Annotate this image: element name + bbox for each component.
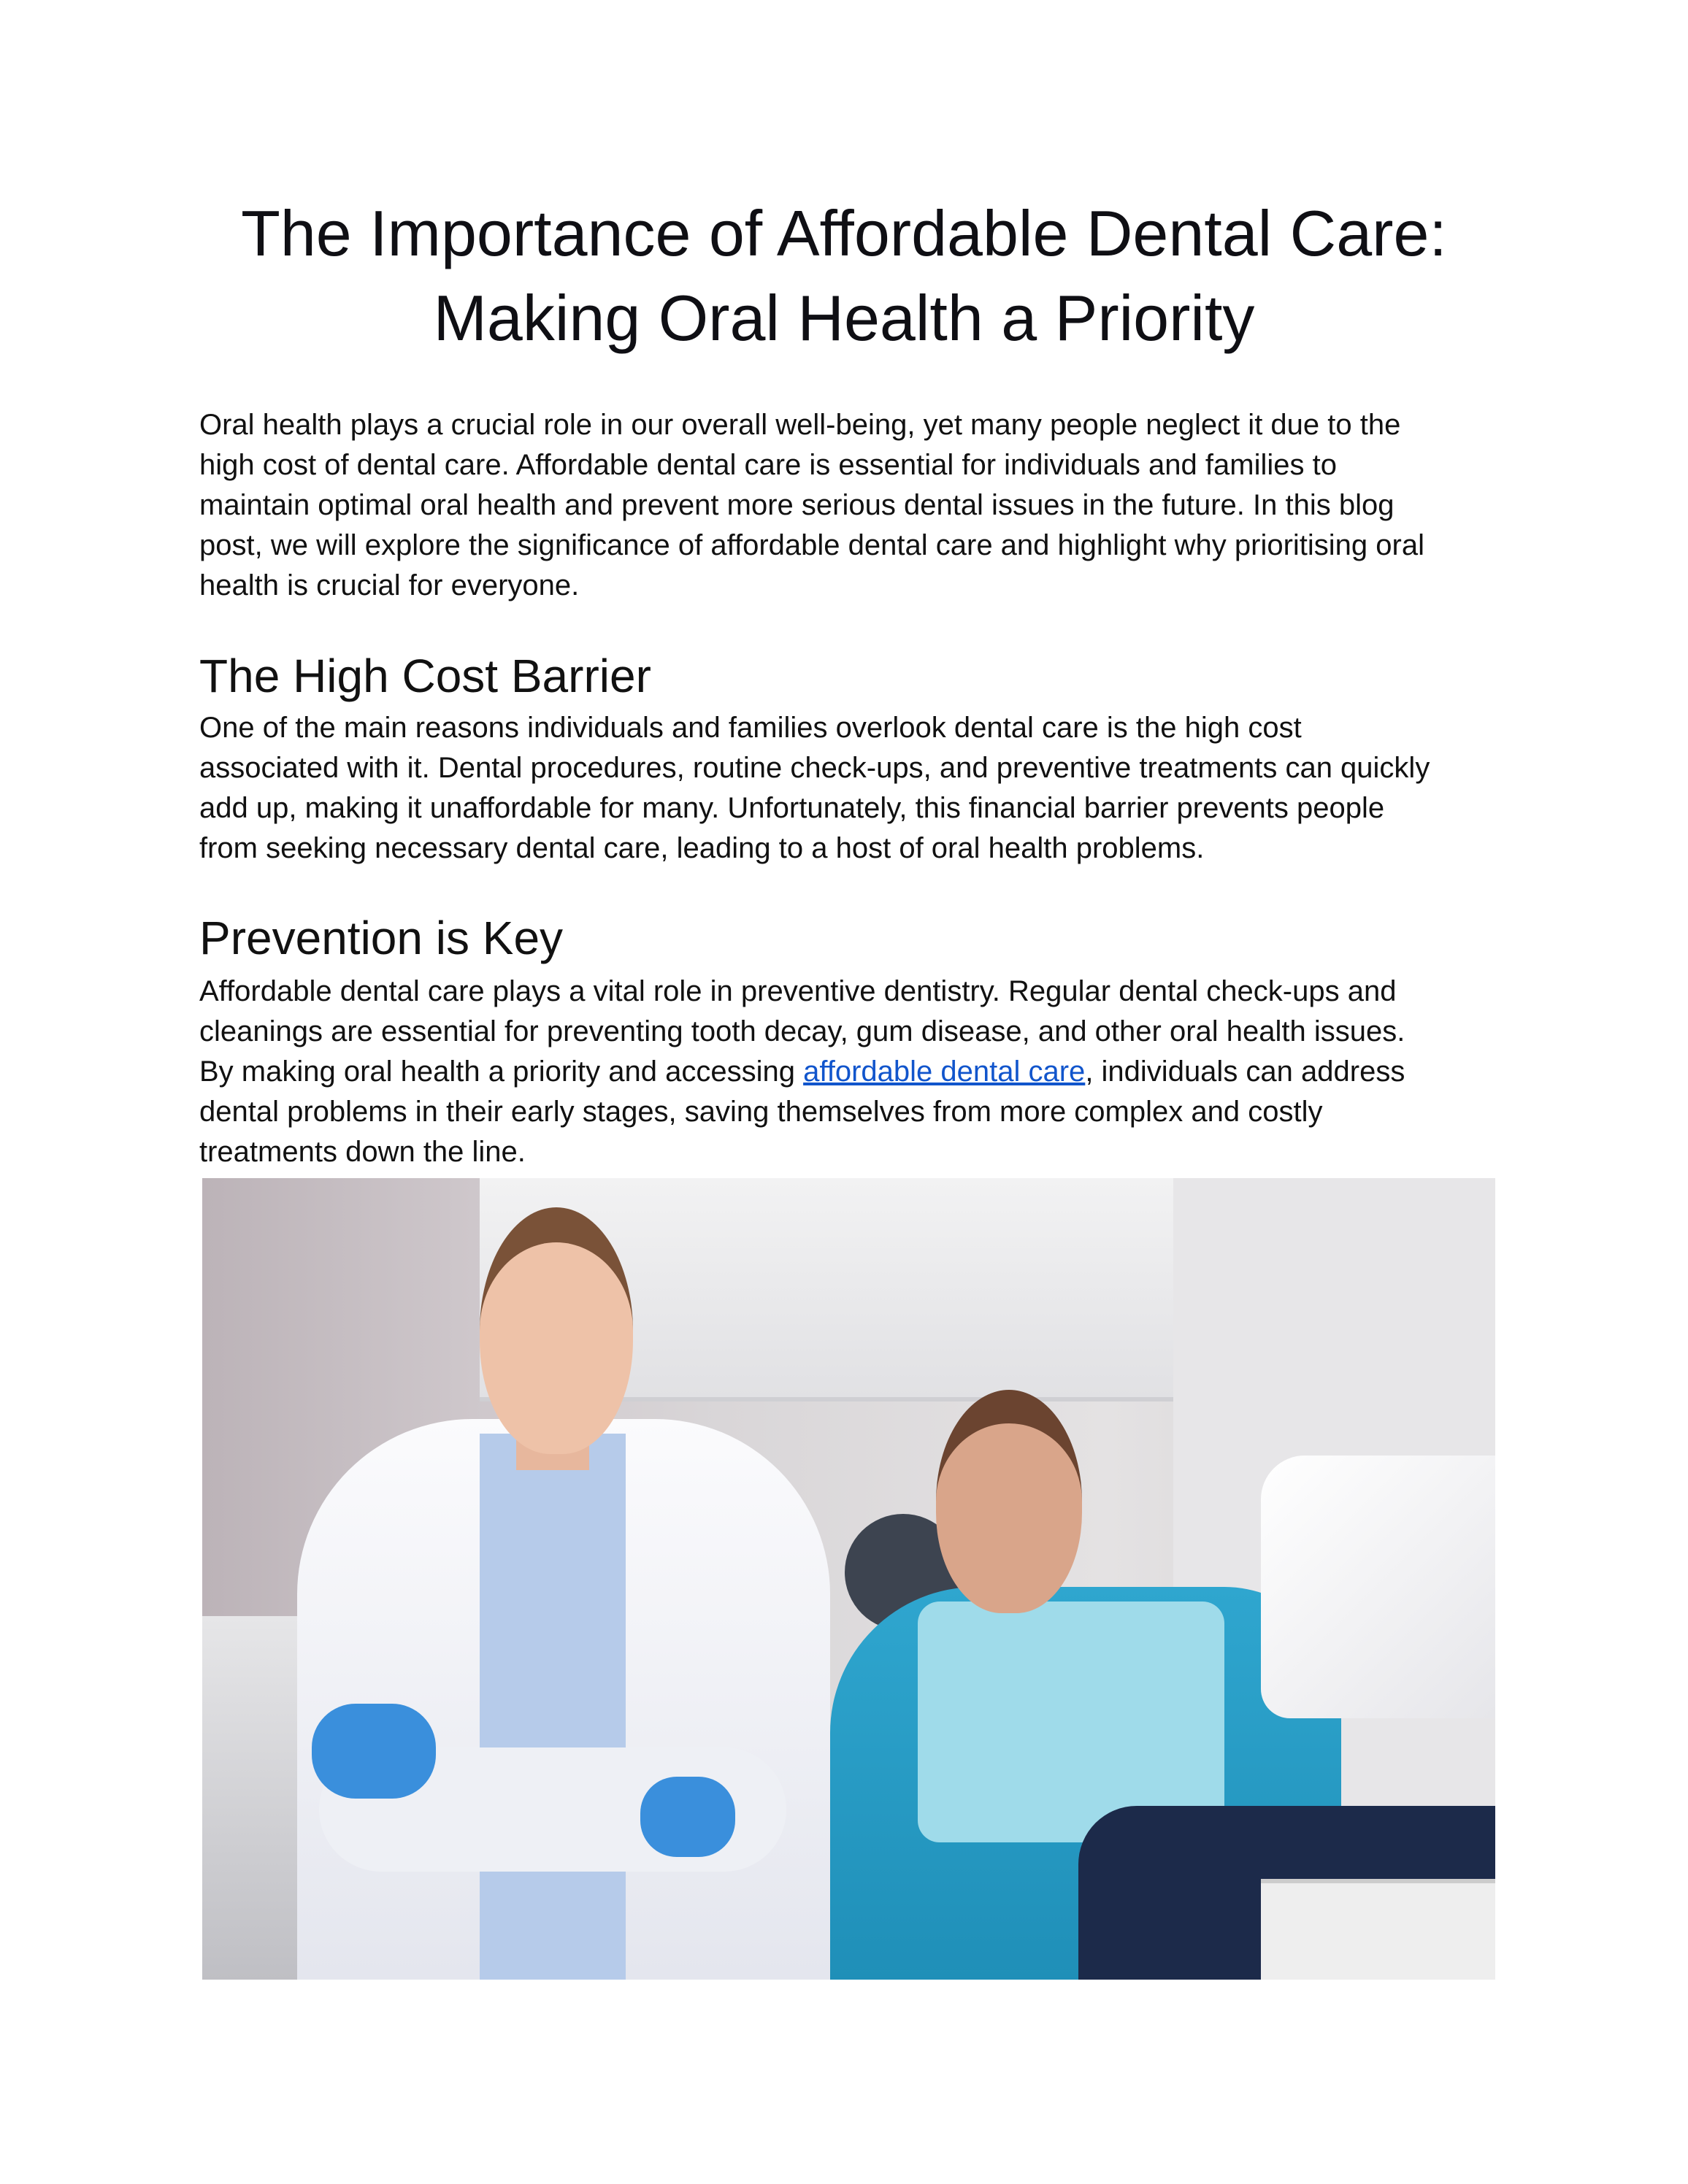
prevention-paragraph bbox=[199, 972, 1405, 1172]
text-segment: , individuals can address bbox=[1085, 1056, 1405, 1088]
text-line: dental problems in their early stages, saving themselves from more complex and costly bbox=[199, 1096, 1323, 1128]
text-line: high cost of dental care. Affordable dental care is essential for individuals and families to bbox=[199, 449, 1337, 481]
cost-paragraph bbox=[199, 708, 1430, 869]
title-line-1: The Importance of Affordable Dental Care: bbox=[241, 197, 1447, 269]
section-heading-prevention: Prevention is Key bbox=[199, 912, 564, 964]
text-line: maintain optimal oral health and prevent more serious dental issues in the future. In this blog bbox=[199, 489, 1394, 521]
dentist-and-patient-photo bbox=[202, 1178, 1495, 1980]
intro-paragraph bbox=[199, 405, 1424, 606]
title-line-2: Making Oral Health a Priority bbox=[433, 282, 1255, 354]
section-heading-cost: The High Cost Barrier bbox=[199, 650, 651, 702]
dentist-shirt bbox=[480, 1434, 626, 1980]
affordable-dental-care-link[interactable]: affordable dental care bbox=[803, 1056, 1086, 1088]
patient-head bbox=[936, 1390, 1082, 1613]
text-line: Affordable dental care plays a vital role in preventive dentistry. Regular dental check-ups and bbox=[199, 975, 1397, 1007]
text-line: Oral health plays a crucial role in our overall well-being, yet many people neglect it due to the bbox=[199, 409, 1401, 441]
text-line: One of the main reasons individuals and families overlook dental care is the high cost bbox=[199, 712, 1302, 744]
blue-glove-left bbox=[312, 1704, 436, 1799]
text-line: from seeking necessary dental care, leading to a host of oral health problems. bbox=[199, 832, 1205, 864]
text-line bbox=[199, 1052, 1405, 1092]
text-line: associated with it. Dental procedures, routine check-ups, and preventive treatments can quickly bbox=[199, 752, 1430, 784]
dental-lamp bbox=[1261, 1456, 1495, 1718]
text-line: cleanings are essential for preventing tooth decay, gum disease, and other oral health issues. bbox=[199, 1015, 1405, 1047]
text-line: health is crucial for everyone. bbox=[199, 569, 580, 601]
text-line: treatments down the line. bbox=[199, 1136, 526, 1168]
text-line: post, we will explore the significance of affordable dental care and highlight why prioritising oral bbox=[199, 529, 1424, 561]
dentist-head bbox=[480, 1207, 633, 1454]
blue-glove-right bbox=[640, 1777, 735, 1857]
page-title bbox=[0, 191, 1688, 361]
text-line: add up, making it unaffordable for many. Unfortunately, this financial barrier prevents people bbox=[199, 792, 1385, 824]
text-segment: By making oral health a priority and accessing bbox=[199, 1056, 804, 1088]
instrument-tray bbox=[1261, 1879, 1495, 1980]
